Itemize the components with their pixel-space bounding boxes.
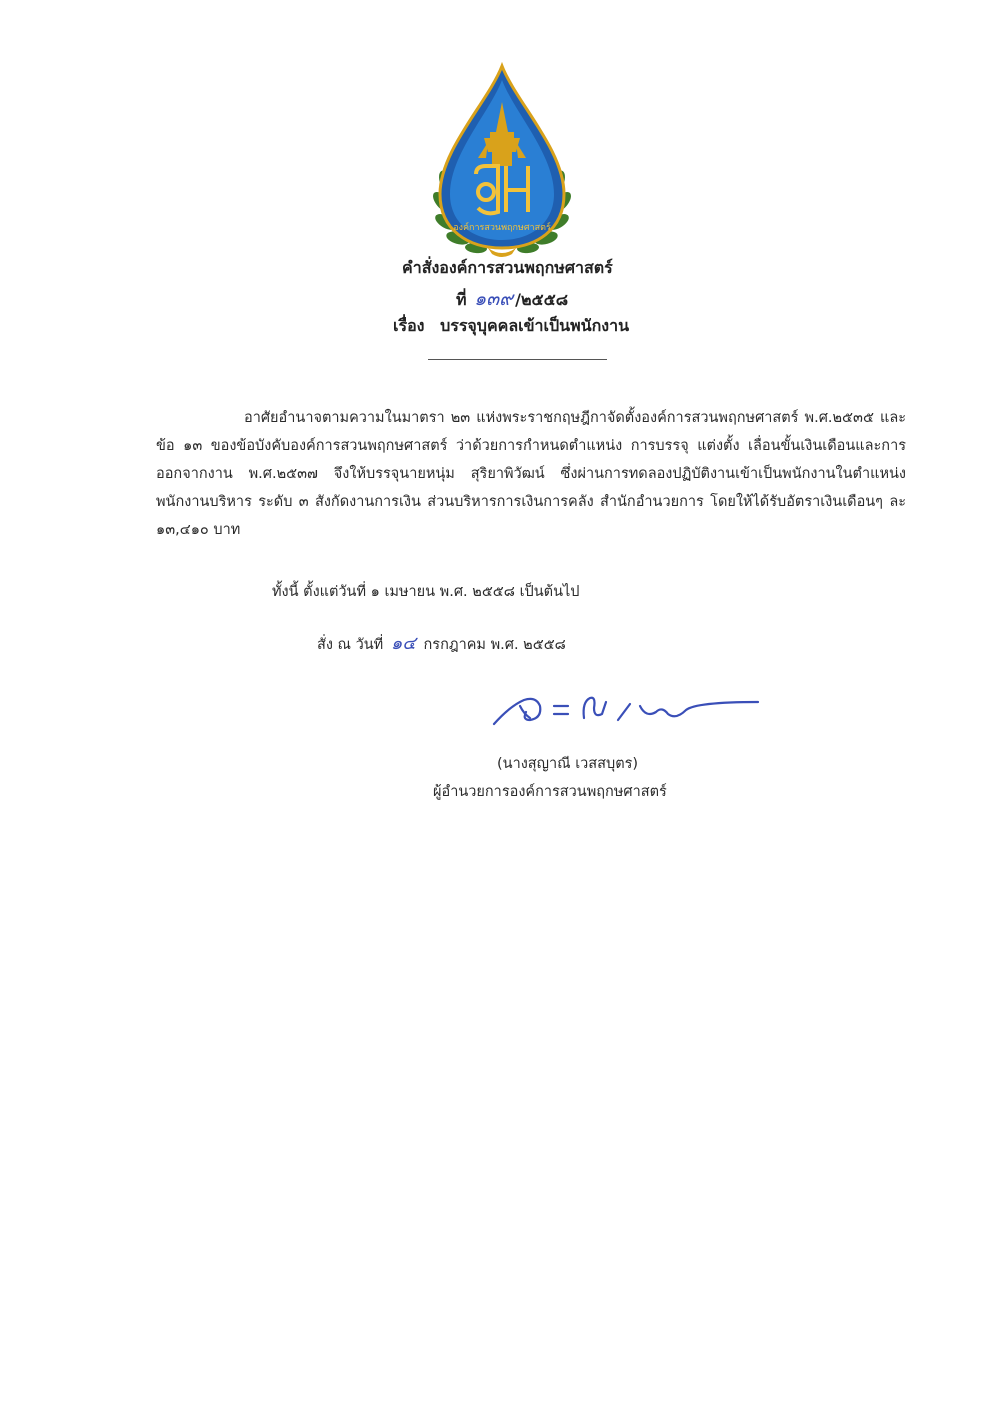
ordered-day-handwritten: ๑๔ [390, 633, 416, 654]
order-body [156, 404, 906, 544]
order-title: คำสั่งองค์การสวนพฤกษศาสตร์ [402, 258, 613, 277]
order-paragraph: อาศัยอำนาจตามความในมาตรา ๒๓ แห่งพระราชกฤษฎีกาจัดตั้งองค์การสวนพฤกษศาสตร์ พ.ศ.๒๕๓๕ และข้อ ๑๓ ของข้อบังคับองค์การสวนพฤกษศาสตร์ ว่าด้วยการกำหนดตำแหน่ง การบรรจุ แต่งตั้ง เลื่อนขั้นเงินเดือนและการออกจากงาน พ.ศ.๒๕๓๗ จึงให้บรรจุนายหนุ่ม สุริยาพิวัฒน์ ซึ่งผ่านการทดลองปฏิบัติงานเข้าเป็นพนักงานในตำแหน่งพนักงานบริหาร ระดับ ๓ สังกัดงานการเงิน ส่วนบริหารการเงินการคลัง สำนักอำนวยการ โดยให้ได้รับอัตราเงินเดือนๆ ละ ๑๓,๔๑๐ บาท [156, 410, 906, 538]
order-number [456, 284, 568, 314]
signer-name: (นางสุญาณี เวสสบุตร) [497, 756, 639, 772]
emblem-text: องค์การสวนพฤกษศาสตร์ [453, 223, 551, 233]
order-number-suffix: /๒๕๕๘ [515, 290, 569, 309]
ordered-prefix: สั่ง ณ วันที่ [317, 637, 384, 653]
subject-label: เรื่อง [393, 316, 425, 335]
ordered-date-line [317, 628, 566, 657]
ordered-suffix: กรกฎาคม พ.ศ. ๒๕๕๘ [423, 637, 566, 653]
effective-date-line: ทั้งนี้ ตั้งแต่วันที่ ๑ เมษายน พ.ศ. ๒๕๕๘ เป็นต้นไป [272, 584, 580, 600]
header-divider [428, 359, 607, 360]
organization-emblem-logo [428, 62, 576, 258]
order-subject [393, 314, 629, 339]
handwritten-signature [490, 684, 760, 734]
subject-text: บรรจุบุคคลเข้าเป็นพนักงาน [440, 316, 630, 335]
order-number-prefix: ที่ [456, 290, 467, 309]
signer-position: ผู้อำนวยการองค์การสวนพฤกษศาสตร์ [433, 784, 667, 800]
order-number-handwritten: ๑๓๙ [474, 288, 514, 310]
